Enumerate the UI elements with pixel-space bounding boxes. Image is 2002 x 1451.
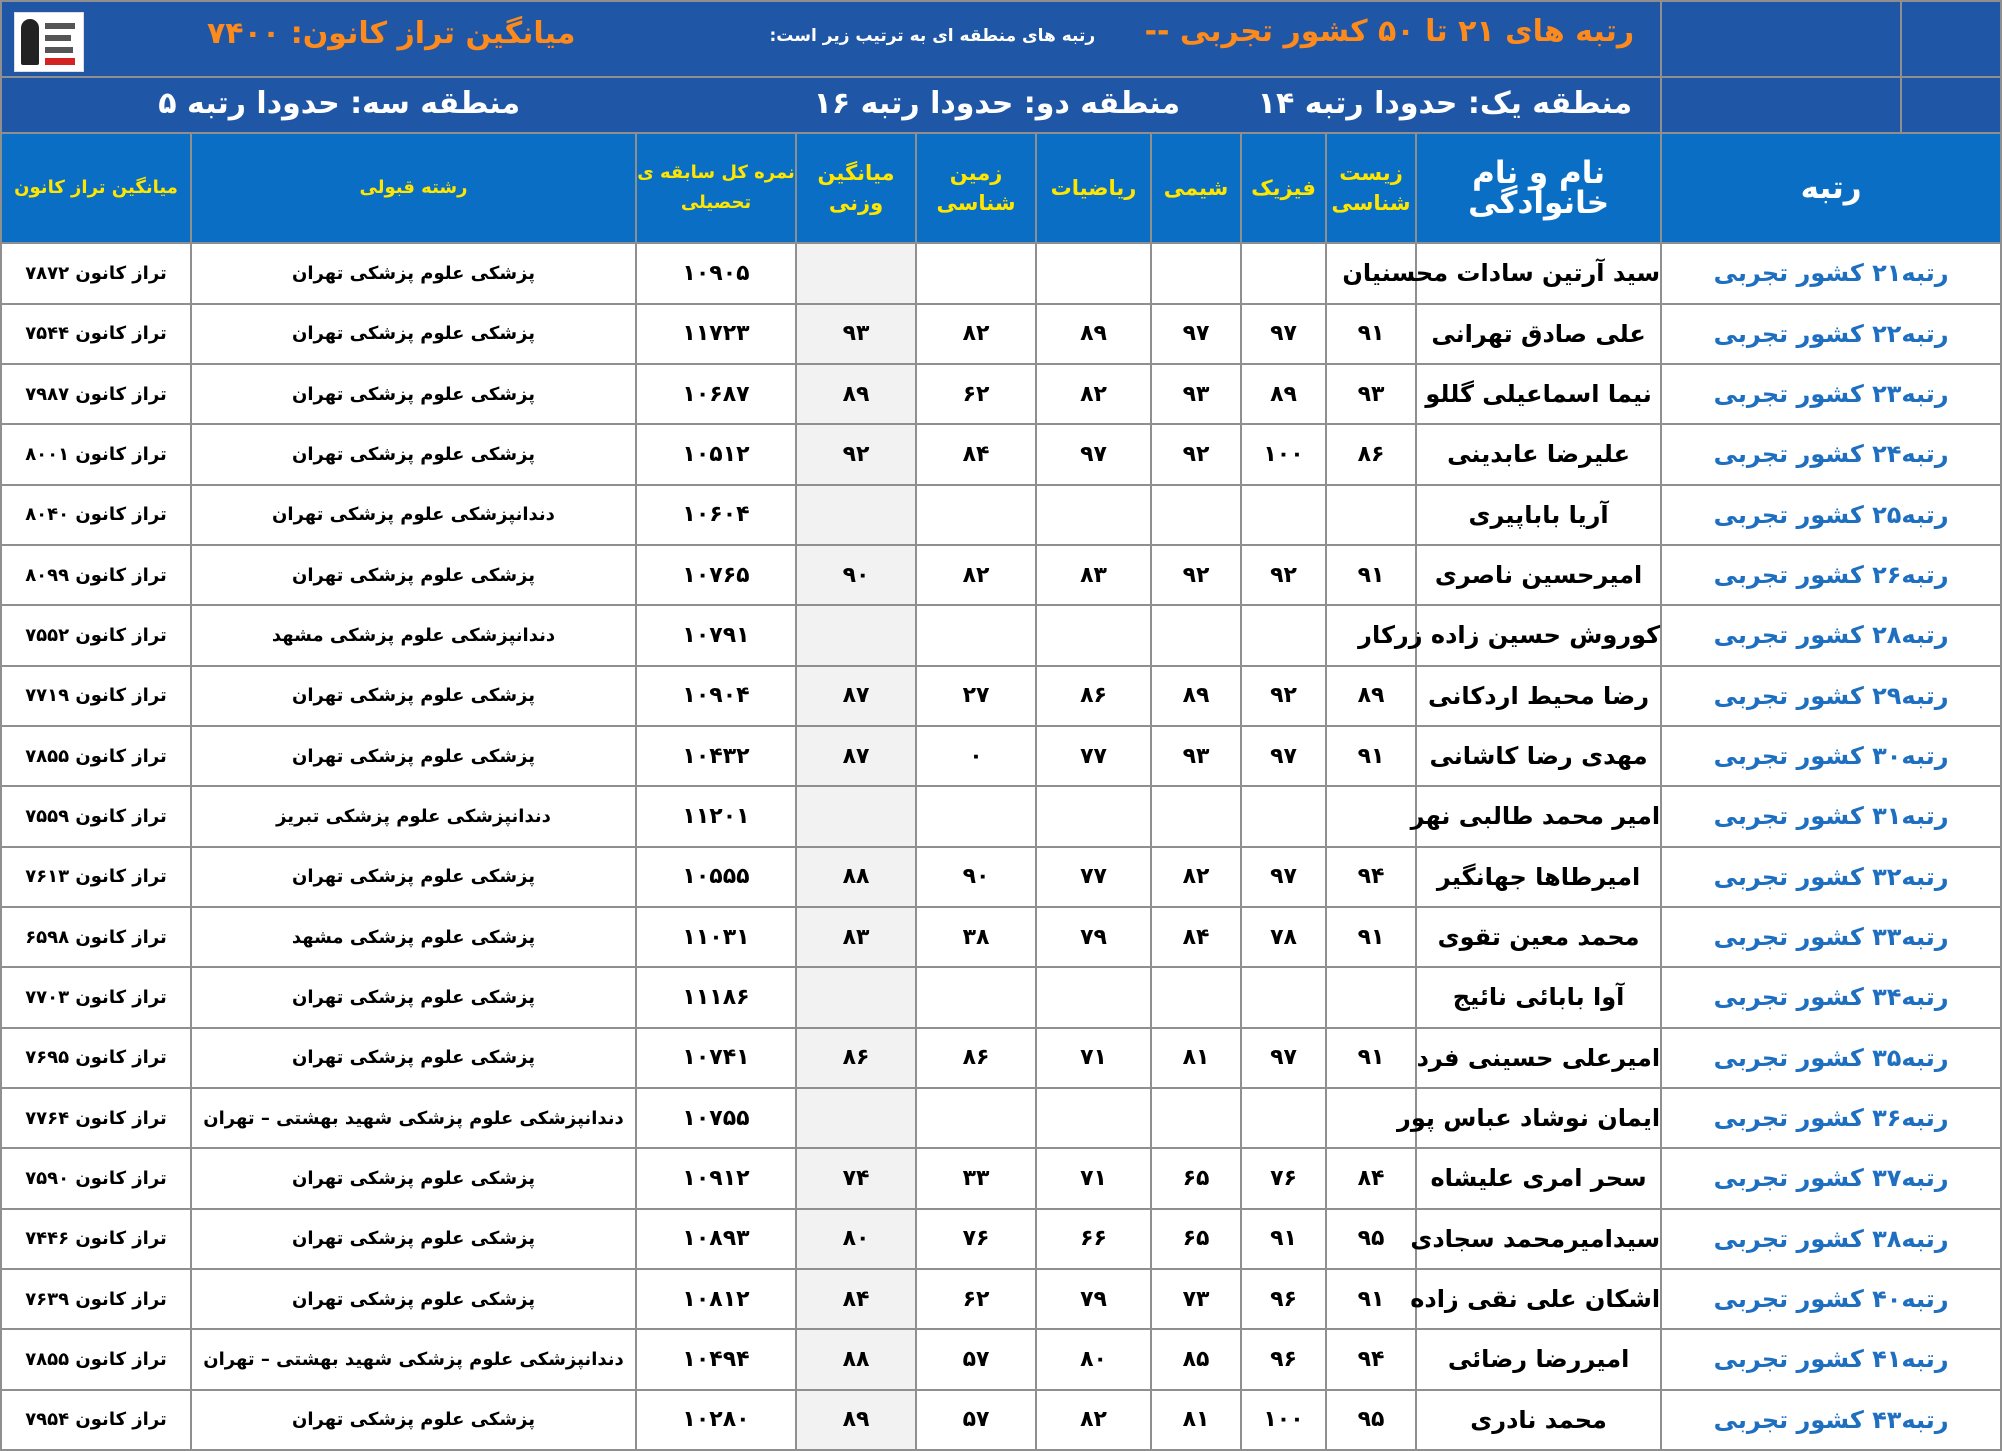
rank-cell: رتبه۳۵ کشور تجربی (1661, 1028, 2001, 1088)
gpa-cell: ۱۰۷۶۵ (636, 545, 796, 605)
field-cell: دندانپزشکی علوم پزشکی شهید بهشتی – تهران (191, 1088, 636, 1148)
gpa-cell: ۱۱۰۳۱ (636, 907, 796, 967)
regional-ranks-note: رتبه های منطقه ای به ترتیب زیر است: (769, 26, 1096, 46)
col-header-avg: میانگین وزنی (796, 133, 916, 244)
rank-cell: رتبه۲۹ کشور تجربی (1661, 666, 2001, 726)
student-name: امیر محمد طالبی نهر (1416, 786, 1661, 846)
student-name: محمد معین تقوی (1416, 907, 1661, 967)
geology-score (916, 786, 1036, 846)
math-score: ۸۳ (1036, 545, 1151, 605)
taraz-cell: تراز کانون ۷۵۵۲ (1, 605, 191, 665)
rank-cell: رتبه۲۶ کشور تجربی (1661, 545, 2001, 605)
chem-score (1151, 243, 1241, 303)
student-name: امیرطاها جهانگیر (1416, 847, 1661, 907)
bio-score: ۹۱ (1326, 304, 1416, 364)
taraz-cell: تراز کانون ۸۰۰۱ (1, 424, 191, 484)
gpa-cell: ۱۰۲۸۰ (636, 1390, 796, 1450)
student-name: علی صادق تهرانی (1416, 304, 1661, 364)
rank-cell: رتبه۲۱ کشور تجربی (1661, 243, 2001, 303)
student-name: اشکان علی نقی زاده (1416, 1269, 1661, 1329)
gpa-cell: ۱۰۴۳۲ (636, 726, 796, 786)
gpa-cell: ۱۱۲۰۱ (636, 786, 796, 846)
taraz-cell: تراز کانون ۸۰۹۹ (1, 545, 191, 605)
rank-cell: رتبه۳۶ کشور تجربی (1661, 1088, 2001, 1148)
rank-cell: رتبه۲۴ کشور تجربی (1661, 424, 2001, 484)
table-row (1, 1390, 2001, 1450)
gpa-cell: ۱۰۸۱۲ (636, 1269, 796, 1329)
field-cell: دندانپزشکی علوم پزشکی تبریز (191, 786, 636, 846)
taraz-cell: تراز کانون ۷۸۵۵ (1, 726, 191, 786)
table-row (1, 1028, 2001, 1088)
student-name: امیررضا رضائی (1416, 1329, 1661, 1389)
field-cell: پزشکی علوم پزشکی تهران (191, 1269, 636, 1329)
chem-score: ۹۷ (1151, 304, 1241, 364)
phys-score (1241, 786, 1326, 846)
col-header-geology: زمین شناسی (916, 133, 1036, 244)
avg-cell (796, 786, 916, 846)
field-cell: پزشکی علوم پزشکی تهران (191, 1209, 636, 1269)
gpa-cell: ۱۱۱۸۶ (636, 967, 796, 1027)
student-name: محمد نادری (1416, 1390, 1661, 1450)
avg-cell: ۸۸ (796, 1329, 916, 1389)
math-score: ۸۹ (1036, 304, 1151, 364)
table-row (1, 545, 2001, 605)
chem-score (1151, 967, 1241, 1027)
field-cell: پزشکی علوم پزشکی تهران (191, 666, 636, 726)
rank-cell: رتبه۳۱ کشور تجربی (1661, 786, 2001, 846)
banner-blank-cell (1661, 77, 1901, 132)
taraz-cell: تراز کانون ۷۵۴۴ (1, 304, 191, 364)
page-title: رتبه های ۲۱ تا ۵۰ کشور تجربی -- (1144, 14, 1635, 49)
col-header-phys: فیزیک (1241, 133, 1326, 244)
bio-score: ۸۶ (1326, 424, 1416, 484)
geology-score: ۵۷ (916, 1390, 1036, 1450)
student-name: علیرضا عابدینی (1416, 424, 1661, 484)
student-name: سید آرتین سادات محسنیان (1416, 243, 1661, 303)
gpa-cell: ۱۰۶۸۷ (636, 364, 796, 424)
phys-score: ۷۶ (1241, 1148, 1326, 1208)
phys-score: ۹۲ (1241, 666, 1326, 726)
bio-score: ۹۳ (1326, 364, 1416, 424)
table-row (1, 485, 2001, 545)
region-three: منطقه سه: حدودا رتبه ۵ (158, 86, 521, 122)
taraz-cell: تراز کانون ۷۵۹۰ (1, 1148, 191, 1208)
bio-score: ۹۱ (1326, 1028, 1416, 1088)
taraz-cell: تراز کانون ۷۵۵۹ (1, 786, 191, 846)
math-score (1036, 605, 1151, 665)
rank-cell: رتبه۳۳ کشور تجربی (1661, 907, 2001, 967)
gpa-cell: ۱۰۹۰۴ (636, 666, 796, 726)
geology-score: ۶۲ (916, 364, 1036, 424)
gpa-cell: ۱۰۸۹۳ (636, 1209, 796, 1269)
region-two: منطقه دو: حدودا رتبه ۱۶ (813, 86, 1181, 122)
field-cell: پزشکی علوم پزشکی تهران (191, 364, 636, 424)
table-row (1, 666, 2001, 726)
chem-score: ۹۲ (1151, 545, 1241, 605)
field-cell: پزشکی علوم پزشکی تهران (191, 726, 636, 786)
taraz-cell: تراز کانون ۷۴۴۶ (1, 1209, 191, 1269)
gpa-cell: ۱۰۷۵۵ (636, 1088, 796, 1148)
table-row (1, 1088, 2001, 1148)
field-cell: پزشکی علوم پزشکی تهران (191, 243, 636, 303)
gpa-cell: ۱۰۹۰۵ (636, 243, 796, 303)
bio-score: ۹۵ (1326, 1390, 1416, 1450)
math-score (1036, 243, 1151, 303)
rank-cell: رتبه۲۲ کشور تجربی (1661, 304, 2001, 364)
table-row (1, 907, 2001, 967)
gpa-cell: ۱۰۴۹۴ (636, 1329, 796, 1389)
rank-cell: رتبه۲۳ کشور تجربی (1661, 364, 2001, 424)
bio-score (1326, 967, 1416, 1027)
avg-cell: ۸۶ (796, 1028, 916, 1088)
table-row (1, 1329, 2001, 1389)
phys-score: ۹۲ (1241, 545, 1326, 605)
math-score: ۷۷ (1036, 726, 1151, 786)
math-score (1036, 485, 1151, 545)
field-cell: دندانپزشکی علوم پزشکی شهید بهشتی – تهران (191, 1329, 636, 1389)
rank-cell: رتبه۳۸ کشور تجربی (1661, 1209, 2001, 1269)
rank-cell: رتبه۴۳ کشور تجربی (1661, 1390, 2001, 1450)
student-name: ایمان نوشاد عباس پور (1416, 1088, 1661, 1148)
phys-score (1241, 605, 1326, 665)
bio-score: ۹۱ (1326, 726, 1416, 786)
geology-score: ۲۷ (916, 666, 1036, 726)
bio-score: ۹۴ (1326, 847, 1416, 907)
col-header-name: نام و نام خانوادگی (1416, 133, 1661, 244)
geology-score: ۸۴ (916, 424, 1036, 484)
bio-score (1326, 786, 1416, 846)
math-score: ۷۱ (1036, 1148, 1151, 1208)
bio-score: ۹۱ (1326, 545, 1416, 605)
geology-score: ۸۶ (916, 1028, 1036, 1088)
avg-cell: ۹۲ (796, 424, 916, 484)
student-name: رضا محیط اردکانی (1416, 666, 1661, 726)
chem-score: ۶۵ (1151, 1209, 1241, 1269)
table-row (1, 364, 2001, 424)
avg-cell: ۸۷ (796, 666, 916, 726)
avg-cell (796, 1088, 916, 1148)
taraz-cell: تراز کانون ۷۹۸۷ (1, 364, 191, 424)
rank-cell: رتبه۴۱ کشور تجربی (1661, 1329, 2001, 1389)
bio-score: ۹۱ (1326, 907, 1416, 967)
field-cell: پزشکی علوم پزشکی تهران (191, 304, 636, 364)
taraz-cell: تراز کانون ۷۷۱۹ (1, 666, 191, 726)
gpa-cell: ۱۰۵۵۵ (636, 847, 796, 907)
field-cell: پزشکی علوم پزشکی تهران (191, 1028, 636, 1088)
col-header-taraz: میانگین تراز کانون (1, 133, 191, 244)
taraz-cell: تراز کانون ۷۷۶۴ (1, 1088, 191, 1148)
rank-cell: رتبه۳۴ کشور تجربی (1661, 967, 2001, 1027)
geology-score: ۶۲ (916, 1269, 1036, 1329)
student-name: سحر امری علیشاه (1416, 1148, 1661, 1208)
rank-cell: رتبه۳۰ کشور تجربی (1661, 726, 2001, 786)
field-cell: دندانپزشکی علوم پزشکی تهران (191, 485, 636, 545)
table-row (1, 967, 2001, 1027)
phys-score (1241, 1088, 1326, 1148)
bio-score: ۸۴ (1326, 1148, 1416, 1208)
phys-score: ۸۹ (1241, 364, 1326, 424)
student-name: آوا بابائی نائیج (1416, 967, 1661, 1027)
avg-cell: ۸۸ (796, 847, 916, 907)
math-score: ۷۹ (1036, 1269, 1151, 1329)
geology-score: ۷۶ (916, 1209, 1036, 1269)
col-header-field: رشته قبولی (191, 133, 636, 244)
avg-cell: ۸۹ (796, 364, 916, 424)
avg-cell (796, 605, 916, 665)
avg-cell: ۹۳ (796, 304, 916, 364)
geology-score (916, 967, 1036, 1027)
avg-cell: ۹۰ (796, 545, 916, 605)
taraz-cell: تراز کانون ۷۸۵۵ (1, 1329, 191, 1389)
math-score: ۷۷ (1036, 847, 1151, 907)
taraz-cell: تراز کانون ۷۶۳۹ (1, 1269, 191, 1329)
field-cell: پزشکی علوم پزشکی مشهد (191, 907, 636, 967)
field-cell: پزشکی علوم پزشکی تهران (191, 967, 636, 1027)
chem-score: ۸۱ (1151, 1028, 1241, 1088)
chem-score: ۹۳ (1151, 364, 1241, 424)
geology-score: ۸۲ (916, 545, 1036, 605)
regions-banner (1, 77, 1661, 132)
phys-score: ۹۱ (1241, 1209, 1326, 1269)
chem-score (1151, 485, 1241, 545)
taraz-cell: تراز کانون ۷۶۱۳ (1, 847, 191, 907)
table-row (1, 847, 2001, 907)
math-score: ۸۰ (1036, 1329, 1151, 1389)
phys-score (1241, 243, 1326, 303)
math-score: ۸۲ (1036, 364, 1151, 424)
phys-score: ۹۷ (1241, 847, 1326, 907)
phys-score: ۱۰۰ (1241, 1390, 1326, 1450)
chem-score: ۸۲ (1151, 847, 1241, 907)
phys-score: ۱۰۰ (1241, 424, 1326, 484)
field-cell: پزشکی علوم پزشکی تهران (191, 847, 636, 907)
phys-score: ۷۸ (1241, 907, 1326, 967)
banner-blank-cell (1661, 1, 1901, 77)
geology-score (916, 605, 1036, 665)
banner-blank-cell (1901, 1, 2001, 77)
phys-score: ۹۷ (1241, 726, 1326, 786)
student-name: نیما اسماعیلی گللو (1416, 364, 1661, 424)
avg-cell: ۸۰ (796, 1209, 916, 1269)
table-row (1, 605, 2001, 665)
avg-cell: ۸۳ (796, 907, 916, 967)
kanoon-logo (14, 12, 84, 72)
math-score: ۸۲ (1036, 1390, 1151, 1450)
student-name: کوروش حسین زاده زرکار (1416, 605, 1661, 665)
avg-cell: ۸۷ (796, 726, 916, 786)
table-row (1, 786, 2001, 846)
avg-cell: ۸۴ (796, 1269, 916, 1329)
gpa-cell: ۱۰۹۱۲ (636, 1148, 796, 1208)
rank-cell: رتبه۲۵ کشور تجربی (1661, 485, 2001, 545)
chem-score: ۸۱ (1151, 1390, 1241, 1450)
phys-score: ۹۶ (1241, 1269, 1326, 1329)
phys-score (1241, 967, 1326, 1027)
bio-score: ۹۱ (1326, 1269, 1416, 1329)
rank-cell: رتبه۳۷ کشور تجربی (1661, 1148, 2001, 1208)
chem-score: ۹۲ (1151, 424, 1241, 484)
table-row (1, 424, 2001, 484)
col-header-bio: زیست شناسی (1326, 133, 1416, 244)
field-cell: پزشکی علوم پزشکی تهران (191, 424, 636, 484)
student-name: آریا باباپیری (1416, 485, 1661, 545)
math-score: ۷۹ (1036, 907, 1151, 967)
math-score (1036, 786, 1151, 846)
chem-score: ۸۴ (1151, 907, 1241, 967)
col-header-chem: شیمی (1151, 133, 1241, 244)
chem-score: ۹۳ (1151, 726, 1241, 786)
geology-score: ۳۳ (916, 1148, 1036, 1208)
math-score: ۸۶ (1036, 666, 1151, 726)
table-row (1, 304, 2001, 364)
avg-cell (796, 243, 916, 303)
phys-score: ۹۷ (1241, 304, 1326, 364)
rank-cell: رتبه۳۲ کشور تجربی (1661, 847, 2001, 907)
math-score (1036, 1088, 1151, 1148)
table-row (1, 726, 2001, 786)
student-name: مهدی رضا کاشانی (1416, 726, 1661, 786)
bio-score: ۹۴ (1326, 1329, 1416, 1389)
chem-score (1151, 1088, 1241, 1148)
bio-score (1326, 485, 1416, 545)
average-taraz-title: میانگین تراز کانون: ۷۴۰۰ (207, 16, 576, 51)
table-row (1, 1148, 2001, 1208)
chem-score: ۷۳ (1151, 1269, 1241, 1329)
phys-score: ۹۷ (1241, 1028, 1326, 1088)
bio-score: ۹۵ (1326, 1209, 1416, 1269)
avg-cell: ۷۴ (796, 1148, 916, 1208)
region-one: منطقه یک: حدودا رتبه ۱۴ (1257, 86, 1633, 122)
col-header-gpa: نمره کل سابقه ی تحصیلی (636, 133, 796, 244)
chem-score (1151, 605, 1241, 665)
geology-score: ۸۲ (916, 304, 1036, 364)
taraz-cell: تراز کانون ۶۵۹۸ (1, 907, 191, 967)
chem-score: ۸۵ (1151, 1329, 1241, 1389)
avg-cell (796, 967, 916, 1027)
chem-score (1151, 786, 1241, 846)
taraz-cell: تراز کانون ۷۶۹۵ (1, 1028, 191, 1088)
gpa-cell: ۱۰۷۴۱ (636, 1028, 796, 1088)
field-cell: پزشکی علوم پزشکی تهران (191, 1390, 636, 1450)
taraz-cell: تراز کانون ۷۹۵۴ (1, 1390, 191, 1450)
geology-score (916, 1088, 1036, 1148)
table-row (1, 1269, 2001, 1329)
geology-score (916, 243, 1036, 303)
math-score: ۷۱ (1036, 1028, 1151, 1088)
gpa-cell: ۱۰۷۹۱ (636, 605, 796, 665)
field-cell: پزشکی علوم پزشکی تهران (191, 1148, 636, 1208)
title-banner (1, 1, 1661, 77)
col-header-rank: رتبه (1661, 133, 2001, 244)
rank-cell: رتبه۲۸ کشور تجربی (1661, 605, 2001, 665)
gpa-cell: ۱۰۵۱۲ (636, 424, 796, 484)
geology-score: ۵۷ (916, 1329, 1036, 1389)
math-score: ۹۷ (1036, 424, 1151, 484)
student-name: سیدامیرمحمد سجادی (1416, 1209, 1661, 1269)
table-row (1, 243, 2001, 303)
student-name: امیرعلی حسینی فرد (1416, 1028, 1661, 1088)
avg-cell (796, 485, 916, 545)
col-header-math: ریاضیات (1036, 133, 1151, 244)
student-name: امیرحسین ناصری (1416, 545, 1661, 605)
bio-score: ۸۹ (1326, 666, 1416, 726)
taraz-cell: تراز کانون ۷۸۷۲ (1, 243, 191, 303)
geology-score: ۳۸ (916, 907, 1036, 967)
geology-score: ۰ (916, 726, 1036, 786)
phys-score (1241, 485, 1326, 545)
geology-score: ۹۰ (916, 847, 1036, 907)
table-row (1, 1209, 2001, 1269)
math-score (1036, 967, 1151, 1027)
taraz-cell: تراز کانون ۷۷۰۳ (1, 967, 191, 1027)
field-cell: پزشکی علوم پزشکی تهران (191, 545, 636, 605)
gpa-cell: ۱۱۷۲۳ (636, 304, 796, 364)
field-cell: دندانپزشکی علوم پزشکی مشهد (191, 605, 636, 665)
rank-cell: رتبه۴۰ کشور تجربی (1661, 1269, 2001, 1329)
geology-score (916, 485, 1036, 545)
phys-score: ۹۶ (1241, 1329, 1326, 1389)
taraz-cell: تراز کانون ۸۰۴۰ (1, 485, 191, 545)
gpa-cell: ۱۰۶۰۴ (636, 485, 796, 545)
avg-cell: ۸۹ (796, 1390, 916, 1450)
math-score: ۶۶ (1036, 1209, 1151, 1269)
chem-score: ۸۹ (1151, 666, 1241, 726)
chem-score: ۶۵ (1151, 1148, 1241, 1208)
banner-blank-cell (1901, 77, 2001, 132)
